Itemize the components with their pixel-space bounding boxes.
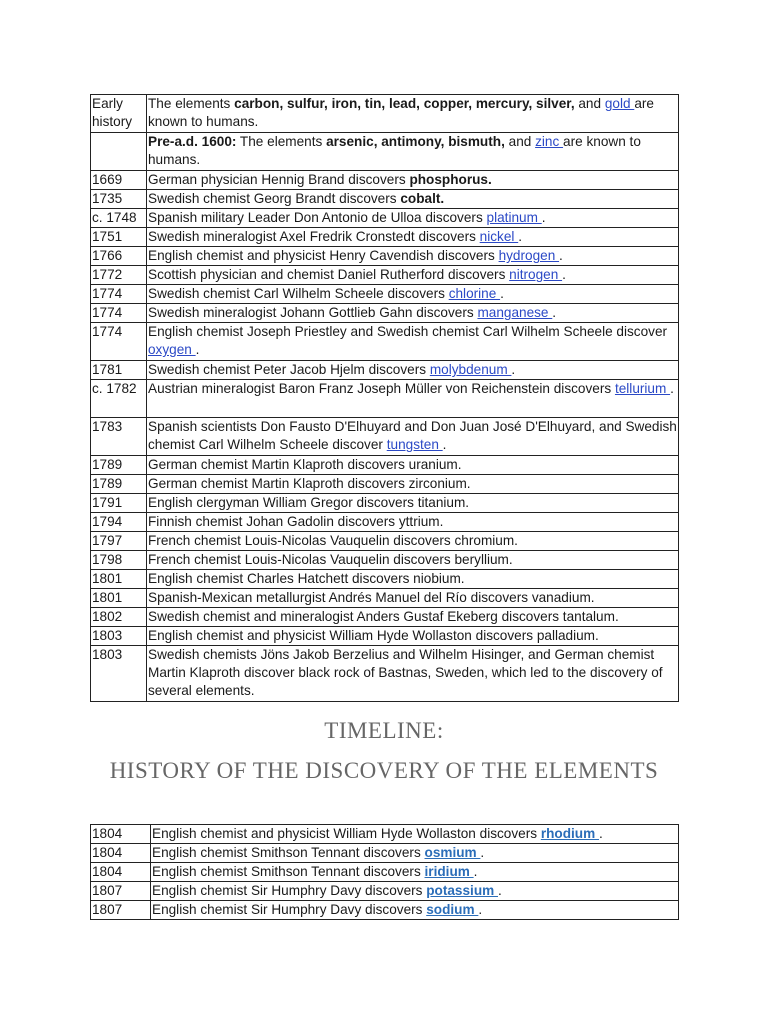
element-link[interactable]: sodium	[426, 902, 479, 917]
event-text: .	[473, 864, 478, 879]
table-row	[91, 551, 679, 570]
year-cell: 1797	[91, 532, 147, 551]
year-cell: 1766	[91, 247, 147, 266]
event-text: German chemist Martin Klaproth discovers uranium.	[148, 457, 462, 472]
event-text: The elements	[236, 134, 327, 149]
element-link[interactable]: platinum	[486, 210, 542, 225]
event-cell	[147, 361, 679, 380]
element-link[interactable]: nickel	[479, 229, 519, 244]
table-row	[91, 133, 679, 171]
event-cell	[147, 589, 679, 608]
event-text: .	[478, 902, 483, 917]
table-row	[91, 475, 679, 494]
event-text: Austrian mineralogist Baron Franz Joseph Müller von Reichenstein discovers	[148, 381, 615, 396]
timeline-table-bottom	[90, 824, 679, 920]
event-cell	[147, 285, 679, 304]
table-row	[91, 589, 679, 608]
event-text: Spanish scientists Don Fausto D'Elhuyard and Don Juan José D'Elhuyard, and Swedish chemist Carl Wilhelm Scheele discover	[148, 419, 677, 452]
table-row	[91, 825, 679, 844]
event-text: English chemist and physicist William Hyde Wollaston discovers	[152, 826, 541, 841]
element-link[interactable]: gold	[604, 96, 635, 111]
event-cell	[147, 304, 679, 323]
year-cell: 1789	[91, 475, 147, 494]
event-cell	[147, 418, 679, 456]
event-text: .	[195, 342, 200, 357]
event-cell	[147, 171, 679, 190]
event-text: .	[442, 437, 447, 452]
event-text: English chemist and physicist Henry Cavendish discovers	[148, 248, 499, 263]
event-cell	[147, 323, 679, 361]
table-row	[91, 361, 679, 380]
table-row	[91, 171, 679, 190]
element-link[interactable]: tungsten	[386, 437, 443, 452]
event-text: Swedish mineralogist Johann Gottlieb Gahn discovers	[148, 305, 478, 320]
year-cell: 1804	[91, 844, 151, 863]
event-text: English clergyman William Gregor discovers titanium.	[148, 495, 470, 510]
event-cell	[151, 882, 679, 901]
event-text: are known to humans.	[148, 96, 654, 129]
event-text: .	[541, 210, 546, 225]
event-text: English chemist and physicist William Hyde Wollaston discovers palladium.	[148, 628, 599, 643]
year-cell: 1735	[91, 190, 147, 209]
event-text: English chemist Sir Humphry Davy discovers	[152, 902, 427, 917]
table-row	[91, 494, 679, 513]
year-cell: 1804	[91, 863, 151, 882]
event-cell	[151, 863, 679, 882]
event-text: .	[559, 248, 563, 263]
table-row	[91, 901, 679, 920]
year-cell: 1798	[91, 551, 147, 570]
event-text: English chemist Charles Hatchett discovers niobium.	[148, 571, 465, 586]
event-text: are known to humans.	[148, 134, 641, 167]
year-cell: c. 1748	[91, 209, 147, 228]
year-cell: 1783	[91, 418, 147, 456]
page-title-line1: TIMELINE:	[324, 718, 444, 743]
event-text: Spanish military Leader Don Antonio de Ulloa discovers	[148, 210, 487, 225]
event-text: .	[670, 381, 674, 396]
table-row	[91, 190, 679, 209]
event-text: .	[562, 267, 566, 282]
event-text: Swedish chemist and mineralogist Anders Gustaf Ekeberg discovers tantalum.	[148, 609, 619, 624]
event-text: .	[498, 883, 502, 898]
table-row	[91, 247, 679, 266]
event-cell	[147, 456, 679, 475]
year-cell: 1807	[91, 882, 151, 901]
event-cell	[147, 190, 679, 209]
table-row	[91, 228, 679, 247]
event-cell	[151, 844, 679, 863]
table-row	[91, 608, 679, 627]
year-cell: 1807	[91, 901, 151, 920]
element-link[interactable]: potassium	[426, 883, 498, 898]
table-row	[91, 844, 679, 863]
event-text: Swedish mineralogist Axel Fredrik Cronstedt discovers	[148, 229, 480, 244]
event-text: German chemist Martin Klaproth discovers zirconium.	[148, 476, 471, 491]
event-cell	[147, 209, 679, 228]
bold-text: arsenic, antimony, bismuth,	[326, 134, 505, 149]
event-text: and	[504, 134, 536, 149]
event-cell	[147, 133, 679, 171]
element-link[interactable]: osmium	[424, 845, 481, 860]
timeline-table-top	[90, 94, 679, 702]
event-cell	[147, 247, 679, 266]
event-text: .	[598, 826, 603, 841]
table-row	[91, 646, 679, 702]
event-text: Finnish chemist Johan Gadolin discovers yttrium.	[148, 514, 444, 529]
event-text: The elements	[148, 96, 235, 111]
year-cell: 1751	[91, 228, 147, 247]
event-text: English chemist Sir Humphry Davy discovers	[152, 883, 427, 898]
table-row	[91, 380, 679, 418]
year-cell: 1772	[91, 266, 147, 285]
event-text: English chemist Joseph Priestley and Swedish chemist Carl Wilhelm Scheele discover	[148, 324, 668, 339]
event-cell	[147, 513, 679, 532]
event-text: French chemist Louis-Nicolas Vauquelin discovers chromium.	[148, 533, 518, 548]
table-row	[91, 95, 679, 133]
table-row	[91, 863, 679, 882]
bold-text: Pre-a.d. 1600:	[148, 134, 237, 149]
table-row	[91, 570, 679, 589]
event-text: .	[511, 362, 516, 377]
element-link[interactable]: iridium	[424, 864, 474, 879]
bold-text: cobalt.	[400, 191, 445, 206]
event-text: English chemist Smithson Tennant discovers	[152, 845, 425, 860]
timeline-table-bottom-body	[91, 825, 679, 920]
element-link[interactable]: chlorine	[448, 286, 501, 301]
table-row	[91, 418, 679, 456]
table-row	[91, 209, 679, 228]
table-row	[91, 532, 679, 551]
year-cell: 1791	[91, 494, 147, 513]
year-cell: Early history	[91, 95, 147, 133]
table-row	[91, 456, 679, 475]
event-text: .	[500, 286, 504, 301]
year-cell: 1803	[91, 646, 147, 702]
event-text: Swedish chemists Jöns Jakob Berzelius and Wilhelm Hisinger, and German chemist Martin Klaproth discover black rock of Bastnas, Sweden, which led to the discovery of several elements.	[148, 647, 663, 698]
year-cell: 1802	[91, 608, 147, 627]
event-cell	[147, 266, 679, 285]
event-text: Scottish physician and chemist Daniel Rutherford discovers	[148, 267, 510, 282]
event-text: .	[552, 305, 557, 320]
element-link[interactable]: zinc	[535, 134, 564, 149]
year-cell: 1781	[91, 361, 147, 380]
event-text: English chemist Smithson Tennant discovers	[152, 864, 425, 879]
event-cell	[151, 825, 679, 844]
event-cell	[147, 551, 679, 570]
event-text: French chemist Louis-Nicolas Vauquelin discovers beryllium.	[148, 552, 513, 567]
event-cell	[151, 901, 679, 920]
event-text: .	[480, 845, 485, 860]
event-cell	[147, 494, 679, 513]
table-row	[91, 285, 679, 304]
element-link[interactable]: rhodium	[540, 826, 599, 841]
table-row	[91, 304, 679, 323]
year-cell: 1803	[91, 627, 147, 646]
element-link[interactable]: nitrogen	[509, 267, 563, 282]
event-cell	[147, 95, 679, 133]
year-cell	[91, 133, 147, 171]
event-text: Swedish chemist Georg Brandt discovers	[148, 191, 401, 206]
table-row	[91, 627, 679, 646]
year-cell: 1789	[91, 456, 147, 475]
event-cell	[147, 570, 679, 589]
event-text: .	[518, 229, 522, 244]
table-row	[91, 323, 679, 361]
element-link[interactable]: hydrogen	[498, 248, 560, 263]
table-row	[91, 882, 679, 901]
bold-text: phosphorus.	[409, 172, 492, 187]
year-cell: 1801	[91, 570, 147, 589]
table-row	[91, 513, 679, 532]
element-link[interactable]: manganese	[477, 305, 553, 320]
event-cell	[147, 646, 679, 702]
year-cell: 1774	[91, 304, 147, 323]
event-cell	[147, 475, 679, 494]
element-link[interactable]: molybdenum	[429, 362, 512, 377]
event-cell	[147, 532, 679, 551]
event-cell	[147, 627, 679, 646]
table-row	[91, 266, 679, 285]
year-cell: 1801	[91, 589, 147, 608]
year-cell: 1804	[91, 825, 151, 844]
year-cell: 1794	[91, 513, 147, 532]
year-cell: 1774	[91, 323, 147, 361]
event-text: Swedish chemist Peter Jacob Hjelm discovers	[148, 362, 430, 377]
event-cell	[147, 380, 679, 418]
element-link[interactable]: tellurium	[614, 381, 671, 396]
event-cell	[147, 228, 679, 247]
event-text: Swedish chemist Carl Wilhelm Scheele discovers	[148, 286, 449, 301]
year-cell: c. 1782	[91, 380, 147, 418]
timeline-table-top-body	[91, 95, 679, 702]
element-link[interactable]: oxygen	[148, 342, 196, 357]
event-text: Spanish-Mexican metallurgist Andrés Manuel del Río discovers vanadium.	[148, 590, 595, 605]
event-text: and	[574, 96, 605, 111]
page-title-line2: HISTORY OF THE DISCOVERY OF THE ELEMENTS	[109, 758, 659, 783]
bold-text: carbon, sulfur, iron, tin, lead, copper, mercury, silver,	[234, 96, 575, 111]
year-cell: 1669	[91, 171, 147, 190]
event-cell	[147, 608, 679, 627]
event-text: German physician Hennig Brand discovers	[148, 172, 410, 187]
year-cell: 1774	[91, 285, 147, 304]
